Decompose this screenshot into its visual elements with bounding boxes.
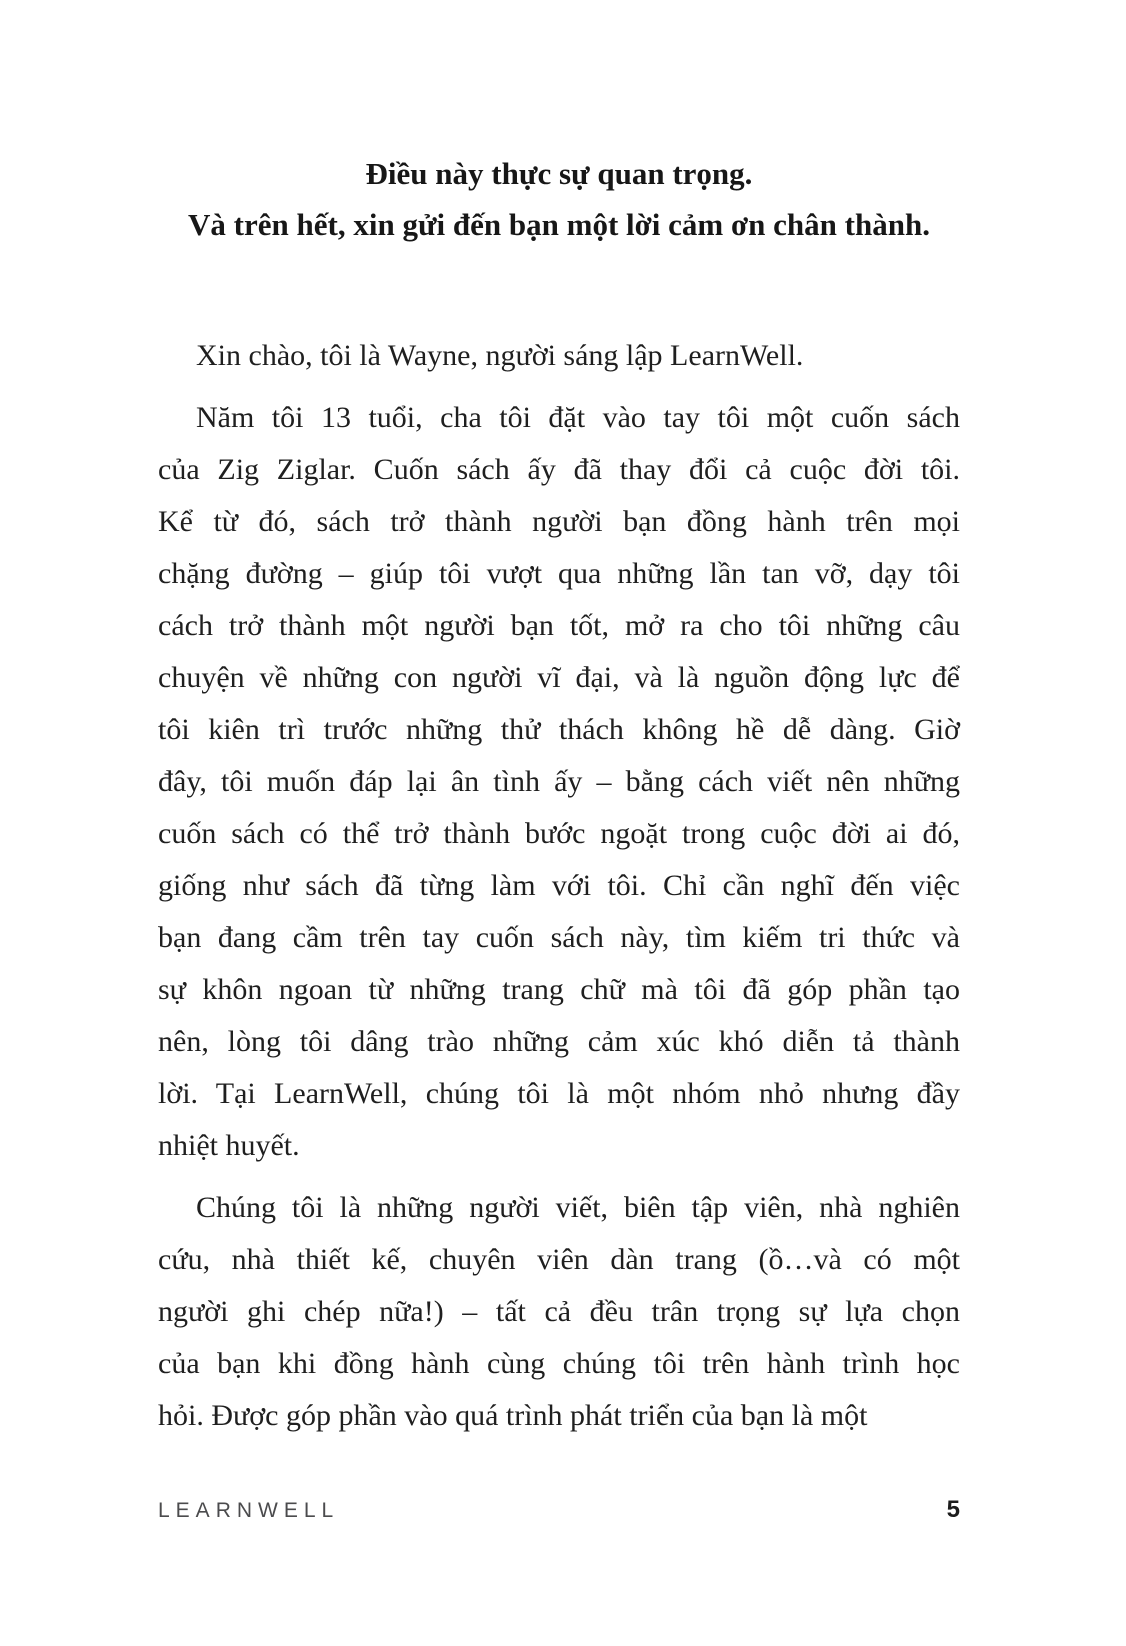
body-line: Chúng tôi là những người viết, biên tập viên, nhà nghiên [196, 1191, 960, 1224]
page-content [158, 148, 960, 1452]
footer-brand: LEARNWELL [158, 1499, 340, 1522]
body-line: tôi kiên trì trước những thử thách không hề dễ dàng. Giờ [158, 713, 960, 746]
body-line: cuốn sách có thể trở thành bước ngoặt trong cuộc đời ai đó, [158, 817, 960, 850]
page-number: 5 [946, 1496, 960, 1523]
body-line: người ghi chép nữa!) – tất cả đều trân trọng sự lựa chọn [158, 1295, 960, 1328]
body-line: cách trở thành một người bạn tốt, mở ra cho tôi những câu [158, 609, 960, 642]
body-line: chặng đường – giúp tôi vượt qua những lần tan vỡ, dạy tôi [158, 557, 960, 590]
paragraph [158, 392, 960, 1172]
heading-line: Và trên hết, xin gửi đến bạn một lời cảm ơn chân thành. [188, 207, 930, 242]
body-line: Xin chào, tôi là Wayne, người sáng lập LearnWell. [196, 339, 804, 372]
paragraph [158, 1182, 960, 1442]
body-line: giống như sách đã từng làm với tôi. Chỉ cần nghĩ đến việc [158, 869, 960, 902]
body-line: hỏi. Được góp phần vào quá trình phát triển của bạn là một [158, 1399, 868, 1432]
body-line: của bạn khi đồng hành cùng chúng tôi trên hành trình học [158, 1347, 960, 1380]
body-text [158, 330, 960, 1442]
body-line: nhiệt huyết. [158, 1129, 300, 1162]
page-footer [158, 1496, 960, 1524]
body-line: Năm tôi 13 tuổi, cha tôi đặt vào tay tôi một cuốn sách [196, 401, 960, 434]
paragraph [158, 330, 960, 382]
body-line: bạn đang cầm trên tay cuốn sách này, tìm kiếm tri thức và [158, 921, 960, 954]
body-line: cứu, nhà thiết kế, chuyên viên dàn trang (ồ…và có một [158, 1243, 960, 1276]
body-line: Kể từ đó, sách trở thành người bạn đồng hành trên mọi [158, 505, 960, 538]
body-line: đây, tôi muốn đáp lại ân tình ấy – bằng cách viết nên những [158, 765, 960, 798]
body-line: sự khôn ngoan từ những trang chữ mà tôi đã góp phần tạo [158, 973, 960, 1006]
body-line: chuyện về những con người vĩ đại, và là nguồn động lực để [158, 661, 960, 694]
page-heading [158, 148, 960, 250]
body-line: của Zig Ziglar. Cuốn sách ấy đã thay đổi cả cuộc đời tôi. [158, 453, 960, 486]
heading-line: Điều này thực sự quan trọng. [365, 156, 753, 191]
body-line: lời. Tại LearnWell, chúng tôi là một nhóm nhỏ nhưng đầy [158, 1077, 960, 1110]
body-line: nên, lòng tôi dâng trào những cảm xúc khó diễn tả thành [158, 1025, 960, 1058]
